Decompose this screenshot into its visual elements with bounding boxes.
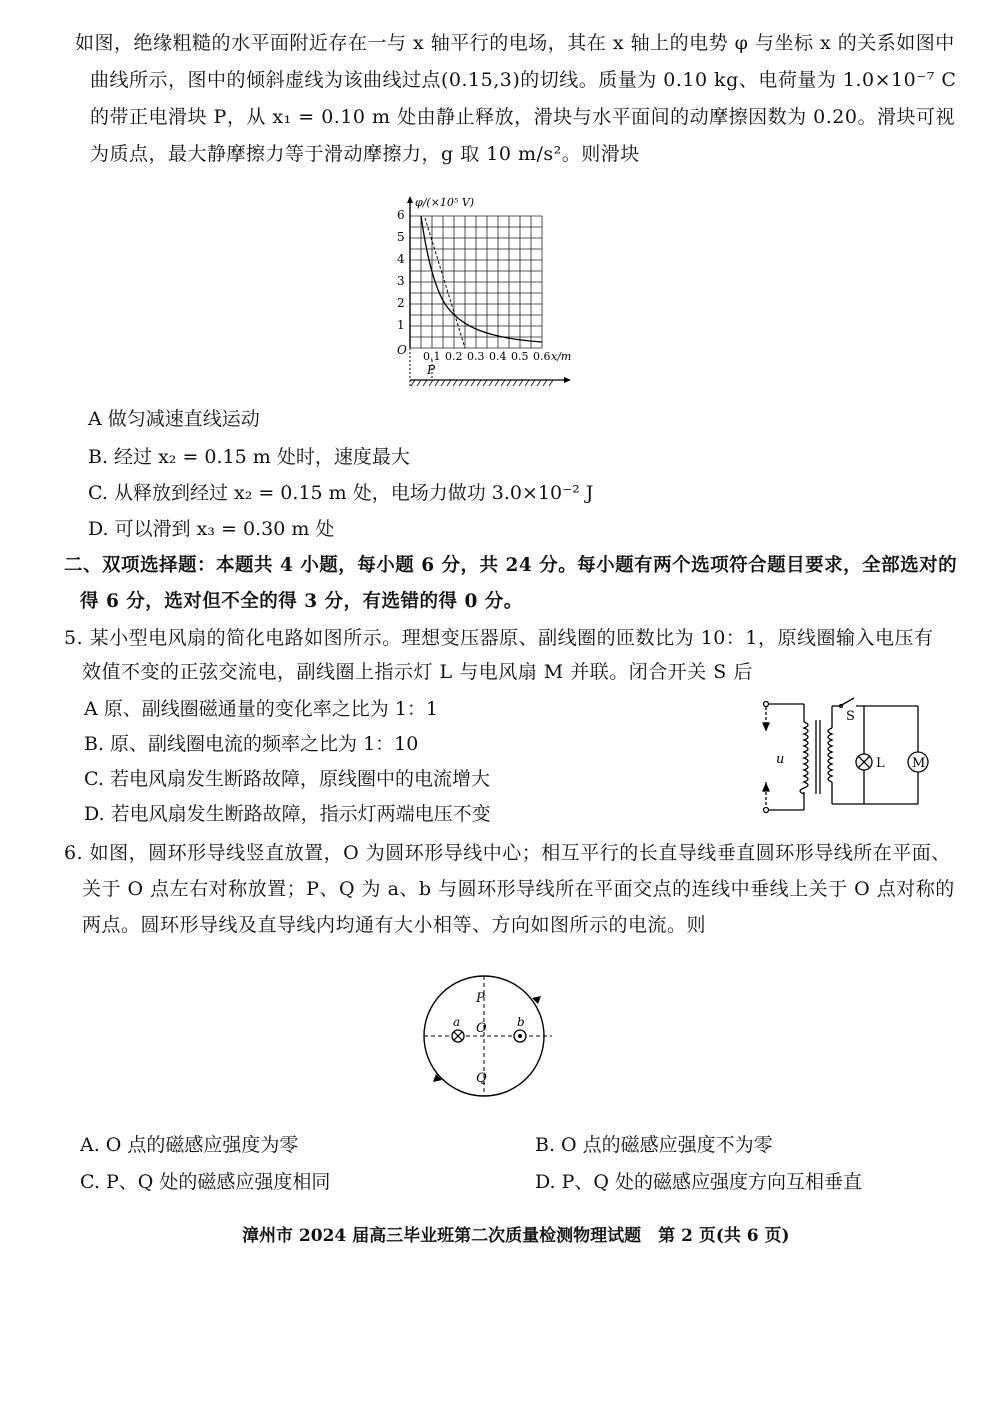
q6-option-b: B. O 点的磁感应强度不为零 [535, 1134, 773, 1156]
q6-text-line-2: 关于 O 点左右对称放置；P、Q 为 a、b 与圆环形导线所在平面交点的连线中垂线上关于 O 点对称的 [82, 878, 955, 900]
graph-xlabel: x/m [551, 350, 572, 363]
q6-option-a: A. O 点的磁感应强度为零 [80, 1134, 299, 1156]
ytick: 4 [397, 252, 405, 266]
q6-option-d: D. P、Q 处的磁感应强度方向互相垂直 [535, 1171, 863, 1193]
circuit-u-label: u [776, 752, 785, 767]
q6-text-line-3: 两点。圆环形导线及直导线内均通有大小相等、方向如图所示的电流。则 [82, 914, 707, 936]
q4-text-line-4: 为质点，最大静摩擦力等于滑动摩擦力，g 取 10 m/s²。则滑块 [90, 143, 640, 165]
q5-option-a: A 原、副线圈磁通量的变化率之比为 1：1 [84, 698, 438, 720]
page-footer: 漳州市 2024 届高三毕业班第二次质量检测物理试题 第 2 页(共 6 页) [242, 1226, 790, 1246]
potential-graph [385, 188, 585, 388]
ytick: 1 [397, 318, 405, 332]
q5-option-b: B. 原、副线圈电流的频率之比为 1：10 [84, 733, 419, 755]
transformer-circuit [752, 692, 942, 820]
xtick: 0.2 [445, 350, 463, 363]
q5-text-line-1: 5. 某小型电风扇的简化电路如图所示。理想变压器原、副线圈的匝数比为 10：1，原线圈输入电压有 [64, 627, 934, 649]
q4-option-c: C. 从释放到经过 x₂ = 0.15 m 处，电场力做功 3.0×10⁻² J [88, 482, 594, 504]
xtick: 0.1 [423, 350, 441, 363]
q4-option-a: A 做匀减速直线运动 [88, 408, 260, 430]
circuit-motor-label: M [912, 756, 926, 771]
figure-q-label: Q [476, 1071, 487, 1086]
q6-text-line-1: 6. 如图，圆环形导线竖直放置，O 为圆环形导线中心；相互平行的长直导线垂直圆环形导线所在平面、 [64, 842, 951, 864]
graph-ylabel: φ/(×10⁵ V) [415, 196, 475, 209]
figure-o-label: O [476, 1021, 487, 1036]
graph-point-label: P [427, 363, 436, 377]
figure-b-label: b [517, 1015, 525, 1029]
graph-origin: O [397, 343, 407, 357]
q4-option-d: D. 可以滑到 x₃ = 0.30 m 处 [88, 518, 335, 540]
figure-a-label: a [453, 1015, 461, 1029]
q4-option-b: B. 经过 x₂ = 0.15 m 处时，速度最大 [88, 446, 410, 468]
section2-heading-line-1: 二、双项选择题：本题共 4 小题，每小题 6 分，共 24 分。每小题有两个选项符合题目要求，全部选对的 [64, 555, 958, 576]
q4-text-line-2: 曲线所示，图中的倾斜虚线为该曲线过点(0.15,3)的切线。质量为 0.10 kg、电荷量为 1.0×10⁻⁷ C [90, 69, 957, 91]
circuit-lamp-label: L [876, 756, 885, 771]
ring-wire-figure [420, 970, 560, 1102]
ytick: 5 [397, 230, 405, 244]
figure-p-label: P [476, 991, 485, 1006]
q5-text-line-2: 效值不变的正弦交流电，副线圈上指示灯 L 与电风扇 M 并联。闭合开关 S 后 [82, 661, 753, 683]
q4-text-line-3: 的带正电滑块 P，从 x₁ = 0.10 m 处由静止释放，滑块与水平面间的动摩擦因数为 0.20。滑块可视 [90, 106, 955, 128]
ytick: 2 [397, 296, 405, 310]
q4-text-line-1: 如图，绝缘粗糙的水平面附近存在一与 x 轴平行的电场，其在 x 轴上的电势 φ 与坐标 x 的关系如图中 [75, 32, 955, 54]
ytick: 6 [397, 208, 405, 222]
xtick: 0.5 [511, 350, 529, 363]
section2-heading-line-2: 得 6 分，选对但不全的得 3 分，有选错的得 0 分。 [80, 591, 523, 612]
q5-option-d: D. 若电风扇发生断路故障，指示灯两端电压不变 [84, 803, 491, 825]
ytick: 3 [397, 274, 405, 288]
xtick: 0.3 [467, 350, 485, 363]
q5-option-c: C. 若电风扇发生断路故障，原线圈中的电流增大 [84, 768, 490, 790]
xtick: 0.6 [533, 350, 551, 363]
q6-option-c: C. P、Q 处的磁感应强度相同 [80, 1171, 331, 1193]
circuit-switch-label: S [846, 709, 855, 724]
xtick: 0.4 [489, 350, 507, 363]
